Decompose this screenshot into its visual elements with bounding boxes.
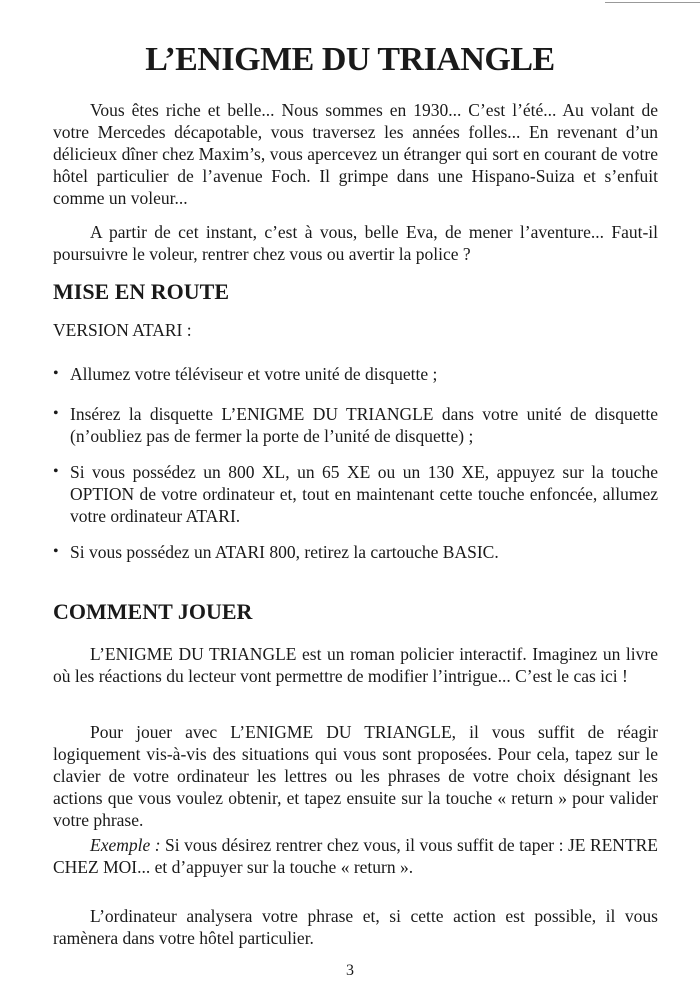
howto-paragraph-1: L’ENIGME DU TRIANGLE est un roman policier interactif. Imaginez un livre où les réactions du lecteur vont permettre de modifier l’intrigue... C’est le cas ici ! — [53, 644, 658, 686]
list-item — [53, 403, 658, 447]
list-item-text: Insérez la disquette L’ENIGME DU TRIANGLE dans votre unité de disquette (n’oubliez pas de fermer la porte de l’unité de disquette) ; — [70, 404, 658, 446]
intro-paragraph-2: A partir de cet instant, c’est à vous, belle Eva, de mener l’aventure... Faut-il poursuivre le voleur, rentrer chez vous ou avertir la police ? — [53, 222, 658, 264]
intro-paragraph-1: Vous êtes riche et belle... Nous sommes en 1930... C’est l’été... Au volant de votre Mercedes décapotable, vous traversez les années folles... En revenant d’un délicieux dîner chez Maxim’s, vous apercevez un étranger qui sort en courant de votre hôtel particulier de l’avenue Foch. Il grimpe dans une Hispano-Suiza et s’enfuit comme un voleur... — [53, 100, 658, 208]
bullet-icon: • — [53, 365, 59, 382]
list-item-text: Si vous possédez un ATARI 800, retirez la cartouche BASIC. — [70, 542, 499, 562]
version-label: VERSION ATARI : — [53, 320, 192, 340]
example-paragraph — [53, 834, 658, 878]
list-item — [53, 461, 658, 527]
bullet-icon: • — [53, 463, 59, 480]
howto-paragraph-3: L’ordinateur analysera votre phrase et, si cette action est possible, il vous ramènera dans votre hôtel particulier. — [53, 906, 658, 948]
howto-paragraph-2: Pour jouer avec L’ENIGME DU TRIANGLE, il vous suffit de réagir logiquement vis-à-vis des situations qui vous sont proposées. Pour cela, tapez sur le clavier de votre ordinateur les lettres ou les phrases de votre choix désignant les actions que vous voulez obtenir, et tapez ensuite sur la touche « return » pour valider votre phrase. — [53, 722, 658, 830]
list-item-text: Si vous possédez un 800 XL, un 65 XE ou un 130 XE, appuyez sur la touche OPTION de votre ordinateur et, tout en maintenant cette touche enfoncée, allumez votre ordinateur ATARI. — [70, 462, 658, 526]
list-item-text: Allumez votre téléviseur et votre unité de disquette ; — [70, 364, 438, 384]
example-label: Exemple : — [90, 835, 161, 855]
page-number: 3 — [346, 962, 354, 979]
page-edge-line — [605, 2, 700, 3]
bullet-icon: • — [53, 543, 59, 560]
section-heading-how-to-play: COMMENT JOUER — [53, 599, 253, 624]
page-title: L’ENIGME DU TRIANGLE — [145, 41, 555, 78]
section-heading-setup: MISE EN ROUTE — [53, 279, 230, 304]
example-text: Si vous désirez rentrer chez vous, il vous suffit de taper : JE RENTRE CHEZ MOI... et d’appuyer sur la touche « return ». — [53, 835, 658, 877]
list-item — [53, 363, 658, 385]
list-item — [53, 541, 658, 563]
bullet-icon: • — [53, 405, 59, 422]
